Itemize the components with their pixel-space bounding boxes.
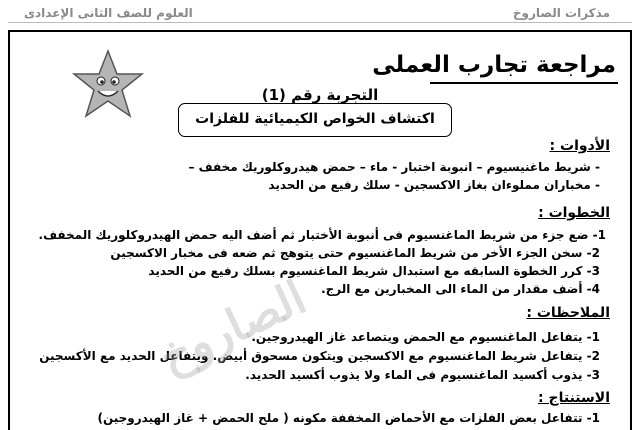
step-item: 3- كرر الخطوة السابقه مع استبدال شريط الماغنسيوم بسلك رفيع من الحديد <box>148 264 600 278</box>
title-underline <box>430 82 618 84</box>
smiling-star-icon <box>70 48 146 120</box>
experiment-number: التجربة رقم (1) <box>261 86 379 104</box>
page-title: مراجعة تجارب العملى <box>372 52 616 78</box>
watermark-text: الصاروخ <box>150 269 314 385</box>
header-divider <box>8 22 632 23</box>
tools-item: - مخباران مملوءان بغاز الاكسجين - سلك رفيع من الحديد <box>268 178 600 192</box>
observations-heading: الملاحظات : <box>526 305 610 321</box>
conclusion-item: 1- تتفاعل بعض الفلزات مع الأحماض المخففة مكونه ( ملح الحمض + غاز الهيدروجين) <box>97 411 600 425</box>
tools-item: - شريط ماغنيسيوم – انبوبة اختبار - ماء – حمض هيدروكلوريك مخفف – <box>188 160 600 174</box>
observation-item: 2- يتفاعل شريط الماغنسيوم مع الاكسجين ويتكون مسحوق أبيض. ويتفاعل الحديد مع الأكسجين <box>39 349 600 363</box>
step-item: 1- ضع جزء من شريط الماغنسيوم فى أنبوبة الأختبار ثم أضف اليه حمض الهيدروكلوريك المخفف. <box>38 228 606 242</box>
steps-heading: الخطوات : <box>538 205 610 221</box>
step-item: 4- أضف مقدار من الماء الى المخبارين مع الرج. <box>321 282 600 296</box>
header-brand: مذكرات الصاروخ <box>512 6 610 20</box>
header-subject: العلوم للصف الثانى الإعدادى <box>24 6 193 20</box>
observation-item: 1- يتفاعل الماغنسيوم مع الحمض ويتصاعد غاز الهيدروجين. <box>251 330 600 344</box>
conclusion-heading: الاستنتاج : <box>538 390 610 406</box>
experiment-name-box: اكتشاف الخواص الكيميائية للفلزات <box>178 103 452 137</box>
observation-item: 3- يذوب أكسيد الماغنسيوم فى الماء ولا يذوب أكسيد الحديد. <box>245 368 600 382</box>
tools-heading: الأدوات : <box>549 138 610 154</box>
step-item: 2- سخن الجزء الأخر من شريط الماغنسيوم حتى يتوهج ثم ضعه فى مخبار الاكسجين <box>110 246 600 260</box>
